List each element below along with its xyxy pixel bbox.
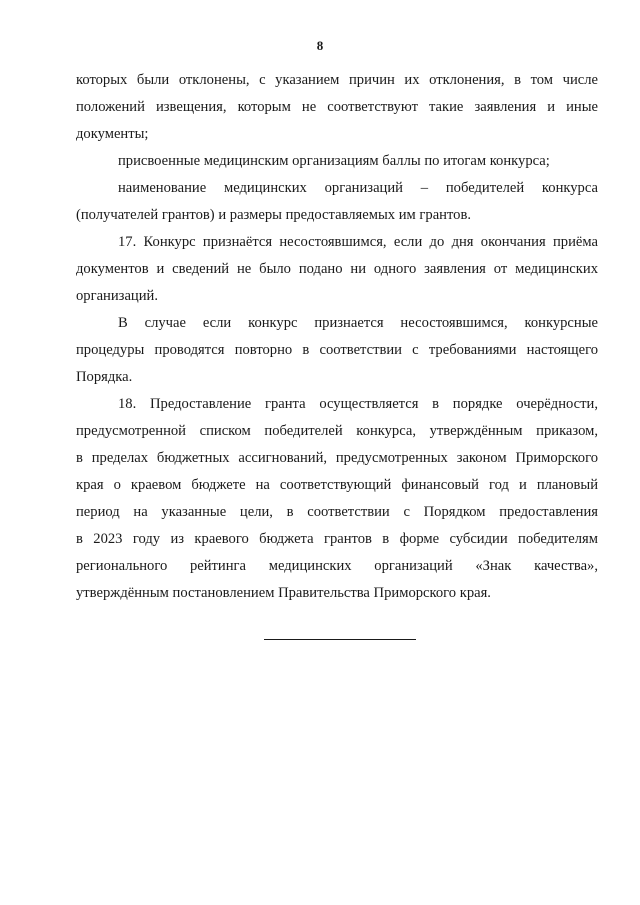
paragraph-line: Порядка. (76, 369, 133, 385)
paragraph-line: утверждённым постановлением Правительства Приморского края. (76, 585, 491, 601)
paragraph-line: в 2023 году из краевого бюджета грантов в форме субсидии победителям (76, 531, 598, 547)
paragraph-line: которых были отклонены, с указанием причин их отклонения, в том числе (76, 72, 598, 88)
paragraph-line: 18. Предоставление гранта осуществляется в порядке очерёдности, (118, 396, 598, 412)
paragraph-line: (получателей грантов) и размеры предоставляемых им грантов. (76, 207, 471, 223)
paragraph-line: В случае если конкурс признается несостоявшимся, конкурсные (118, 315, 598, 331)
paragraph-line: регионального рейтинга медицинских организаций «Знак качества», (76, 558, 598, 574)
paragraph-line: процедуры проводятся повторно в соответствии с требованиями настоящего (76, 342, 598, 358)
page-number: 8 (316, 38, 324, 53)
paragraph-line: положений извещения, которым не соответствуют такие заявления и иные (76, 99, 598, 115)
paragraph-line: документы; (76, 126, 149, 142)
paragraph-line: 17. Конкурс признаётся несостоявшимся, если до дня окончания приёма (118, 234, 598, 250)
paragraph-line: присвоенные медицинским организациям баллы по итогам конкурса; (118, 153, 550, 169)
paragraph-line: документов и сведений не было подано ни одного заявления от медицинских (76, 261, 598, 277)
end-divider-line (264, 639, 416, 640)
paragraph-line: организаций. (76, 288, 158, 304)
paragraph-line: наименование медицинских организаций – победителей конкурса (118, 180, 598, 196)
paragraph-line: края о краевом бюджете на соответствующий финансовый год и плановый (76, 477, 598, 493)
paragraph-line: предусмотренной списком победителей конкурса, утверждённым приказом, (76, 423, 598, 439)
paragraph-line: период на указанные цели, в соответствии с Порядком предоставления (76, 504, 598, 520)
paragraph-line: в пределах бюджетных ассигнований, предусмотренных законом Приморского (76, 450, 598, 466)
